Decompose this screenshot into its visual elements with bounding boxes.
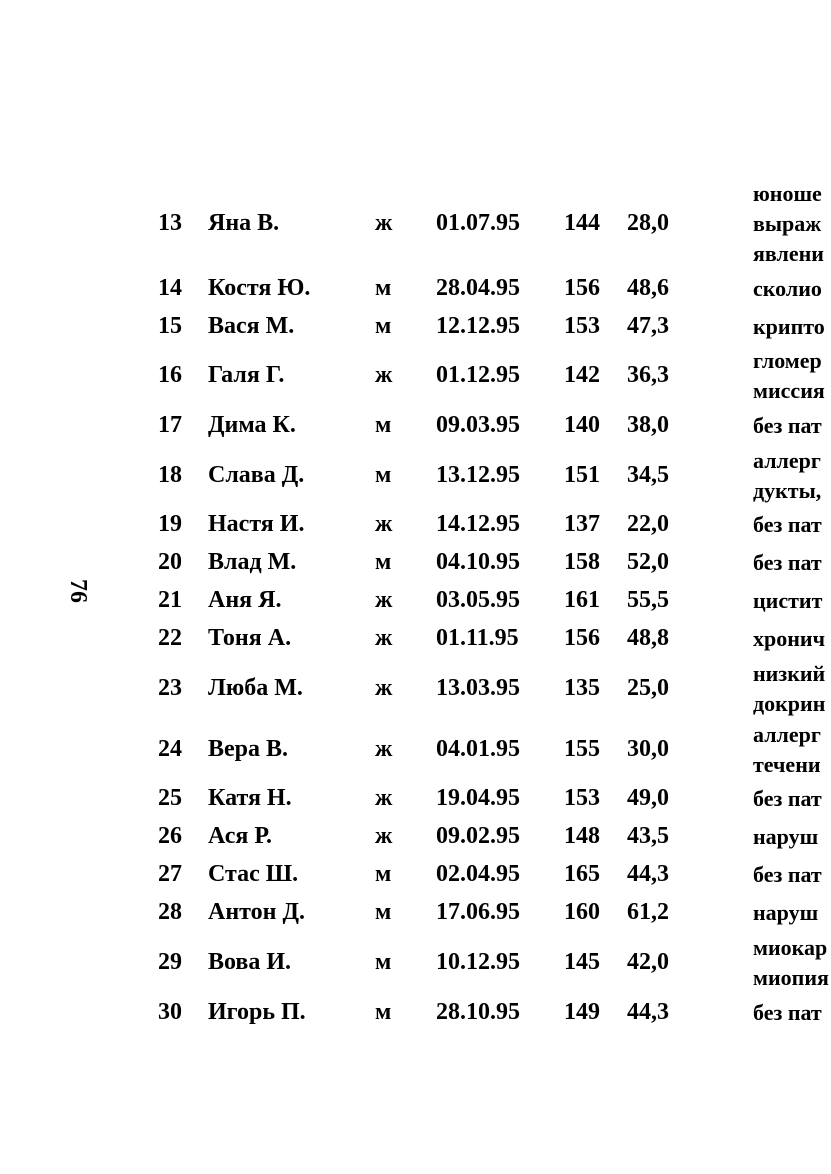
- patient-sex: ж: [375, 587, 393, 613]
- patient-name: Влад М.: [208, 549, 297, 575]
- birth-date: 28.04.95: [436, 275, 520, 301]
- diagnosis: [753, 659, 831, 719]
- birth-date: 19.04.95: [436, 785, 520, 811]
- row-number: 17: [158, 412, 182, 438]
- diagnosis-line: дукты,: [753, 478, 822, 503]
- patient-height: 148: [564, 823, 600, 849]
- birth-date: 02.04.95: [436, 861, 520, 887]
- patient-name: Дима К.: [208, 412, 296, 438]
- patient-name: Галя Г.: [208, 362, 285, 388]
- diagnosis: [753, 898, 831, 928]
- patient-sex: ж: [375, 362, 393, 388]
- patient-height: 158: [564, 549, 600, 575]
- diagnosis-line: юноше: [753, 181, 822, 206]
- row-number: 24: [158, 736, 182, 762]
- patient-weight: 30,0: [627, 736, 669, 762]
- patient-name: Люба М.: [208, 675, 303, 701]
- patient-height: 153: [564, 313, 600, 339]
- patient-name: Игорь П.: [208, 999, 306, 1025]
- diagnosis: [753, 179, 831, 269]
- patient-weight: 44,3: [627, 861, 669, 887]
- birth-date: 09.03.95: [436, 412, 520, 438]
- row-number: 26: [158, 823, 182, 849]
- diagnosis: [753, 274, 831, 304]
- birth-date: 28.10.95: [436, 999, 520, 1025]
- patient-sex: м: [375, 412, 392, 438]
- row-number: 22: [158, 625, 182, 651]
- diagnosis: [753, 346, 831, 406]
- patient-weight: 48,6: [627, 275, 669, 301]
- diagnosis-line: без пат: [753, 550, 822, 575]
- patient-weight: 55,5: [627, 587, 669, 613]
- diagnosis-line: без пат: [753, 512, 822, 537]
- diagnosis-line: наруш: [753, 900, 819, 925]
- patient-name: Вася М.: [208, 313, 295, 339]
- patient-sex: ж: [375, 785, 393, 811]
- row-number: 14: [158, 275, 182, 301]
- patient-weight: 34,5: [627, 462, 669, 488]
- patient-name: Тоня А.: [208, 625, 292, 651]
- diagnosis-line: наруш: [753, 824, 819, 849]
- patient-sex: м: [375, 861, 392, 887]
- row-number: 16: [158, 362, 182, 388]
- diagnosis-line: течени: [753, 752, 821, 777]
- diagnosis: [753, 624, 831, 654]
- diagnosis-line: без пат: [753, 1000, 822, 1025]
- patient-sex: м: [375, 313, 392, 339]
- patient-name: Слава Д.: [208, 462, 305, 488]
- birth-date: 01.11.95: [436, 625, 519, 651]
- patient-height: 155: [564, 736, 600, 762]
- diagnosis-line: выраж: [753, 211, 822, 236]
- birth-date: 03.05.95: [436, 587, 520, 613]
- patient-sex: м: [375, 999, 392, 1025]
- patient-name: Вера В.: [208, 736, 289, 762]
- patient-sex: ж: [375, 675, 393, 701]
- patient-height: 144: [564, 210, 600, 236]
- diagnosis: [753, 720, 831, 780]
- diagnosis: [753, 933, 831, 993]
- patient-weight: 22,0: [627, 511, 669, 537]
- row-number: 21: [158, 587, 182, 613]
- row-number: 18: [158, 462, 182, 488]
- diagnosis: [753, 822, 831, 852]
- diagnosis: [753, 860, 831, 890]
- row-number: 28: [158, 899, 182, 925]
- patient-sex: ж: [375, 823, 393, 849]
- row-number: 29: [158, 949, 182, 975]
- page-number: 76: [65, 579, 91, 603]
- diagnosis-line: аллерг: [753, 448, 821, 473]
- birth-date: 13.12.95: [436, 462, 520, 488]
- birth-date: 10.12.95: [436, 949, 520, 975]
- diagnosis: [753, 998, 831, 1028]
- patient-height: 135: [564, 675, 600, 701]
- row-number: 25: [158, 785, 182, 811]
- patient-weight: 61,2: [627, 899, 669, 925]
- birth-date: 13.03.95: [436, 675, 520, 701]
- patient-weight: 28,0: [627, 210, 669, 236]
- patient-name: Яна В.: [208, 210, 280, 236]
- patient-sex: м: [375, 275, 392, 301]
- row-number: 23: [158, 675, 182, 701]
- patient-name: Костя Ю.: [208, 275, 311, 301]
- patient-name: Вова И.: [208, 949, 292, 975]
- patient-height: 142: [564, 362, 600, 388]
- diagnosis-line: миссия: [753, 378, 825, 403]
- patient-height: 156: [564, 625, 600, 651]
- patient-sex: ж: [375, 736, 393, 762]
- patient-weight: 47,3: [627, 313, 669, 339]
- diagnosis-line: гломер: [753, 348, 822, 373]
- diagnosis-line: миопия: [753, 965, 829, 990]
- row-number: 13: [158, 210, 182, 236]
- patient-sex: ж: [375, 625, 393, 651]
- diagnosis-line: крипто: [753, 314, 825, 339]
- diagnosis-line: аллерг: [753, 722, 821, 747]
- patient-weight: 25,0: [627, 675, 669, 701]
- birth-date: 01.12.95: [436, 362, 520, 388]
- patient-height: 151: [564, 462, 600, 488]
- patient-height: 153: [564, 785, 600, 811]
- row-number: 15: [158, 313, 182, 339]
- patient-height: 161: [564, 587, 600, 613]
- diagnosis-line: явлени: [753, 241, 824, 266]
- patient-weight: 42,0: [627, 949, 669, 975]
- diagnosis: [753, 548, 831, 578]
- row-number: 30: [158, 999, 182, 1025]
- row-number: 19: [158, 511, 182, 537]
- patient-weight: 38,0: [627, 412, 669, 438]
- patient-height: 137: [564, 511, 600, 537]
- patient-name: Аня Я.: [208, 587, 282, 613]
- birth-date: 09.02.95: [436, 823, 520, 849]
- patient-name: Антон Д.: [208, 899, 305, 925]
- birth-date: 04.01.95: [436, 736, 520, 762]
- patient-weight: 52,0: [627, 549, 669, 575]
- patient-height: 160: [564, 899, 600, 925]
- patient-name: Ася Р.: [208, 823, 273, 849]
- patient-sex: ж: [375, 511, 393, 537]
- diagnosis-line: докрин: [753, 691, 826, 716]
- diagnosis-line: хронич: [753, 626, 825, 651]
- diagnosis: [753, 510, 831, 540]
- patient-weight: 49,0: [627, 785, 669, 811]
- diagnosis: [753, 586, 831, 616]
- birth-date: 04.10.95: [436, 549, 520, 575]
- patient-height: 149: [564, 999, 600, 1025]
- diagnosis-line: без пат: [753, 862, 822, 887]
- patient-sex: м: [375, 462, 392, 488]
- patient-height: 140: [564, 412, 600, 438]
- diagnosis-line: без пат: [753, 786, 822, 811]
- patient-name: Стас Ш.: [208, 861, 299, 887]
- diagnosis-line: сколио: [753, 276, 822, 301]
- patient-weight: 36,3: [627, 362, 669, 388]
- diagnosis-line: без пат: [753, 413, 822, 438]
- diagnosis: [753, 411, 831, 441]
- diagnosis: [753, 446, 831, 506]
- patient-sex: м: [375, 549, 392, 575]
- patient-height: 156: [564, 275, 600, 301]
- patient-sex: ж: [375, 210, 393, 236]
- diagnosis-line: миокар: [753, 935, 828, 960]
- patient-weight: 43,5: [627, 823, 669, 849]
- patient-height: 165: [564, 861, 600, 887]
- patient-height: 145: [564, 949, 600, 975]
- diagnosis: [753, 312, 831, 342]
- diagnosis-line: цистит: [753, 588, 823, 613]
- patient-sex: м: [375, 899, 392, 925]
- patient-name: Катя Н.: [208, 785, 292, 811]
- birth-date: 14.12.95: [436, 511, 520, 537]
- diagnosis-line: низкий: [753, 661, 826, 686]
- birth-date: 01.07.95: [436, 210, 520, 236]
- patient-sex: м: [375, 949, 392, 975]
- patient-weight: 48,8: [627, 625, 669, 651]
- row-number: 20: [158, 549, 182, 575]
- patient-name: Настя И.: [208, 511, 305, 537]
- birth-date: 17.06.95: [436, 899, 520, 925]
- row-number: 27: [158, 861, 182, 887]
- diagnosis: [753, 784, 831, 814]
- birth-date: 12.12.95: [436, 313, 520, 339]
- patient-weight: 44,3: [627, 999, 669, 1025]
